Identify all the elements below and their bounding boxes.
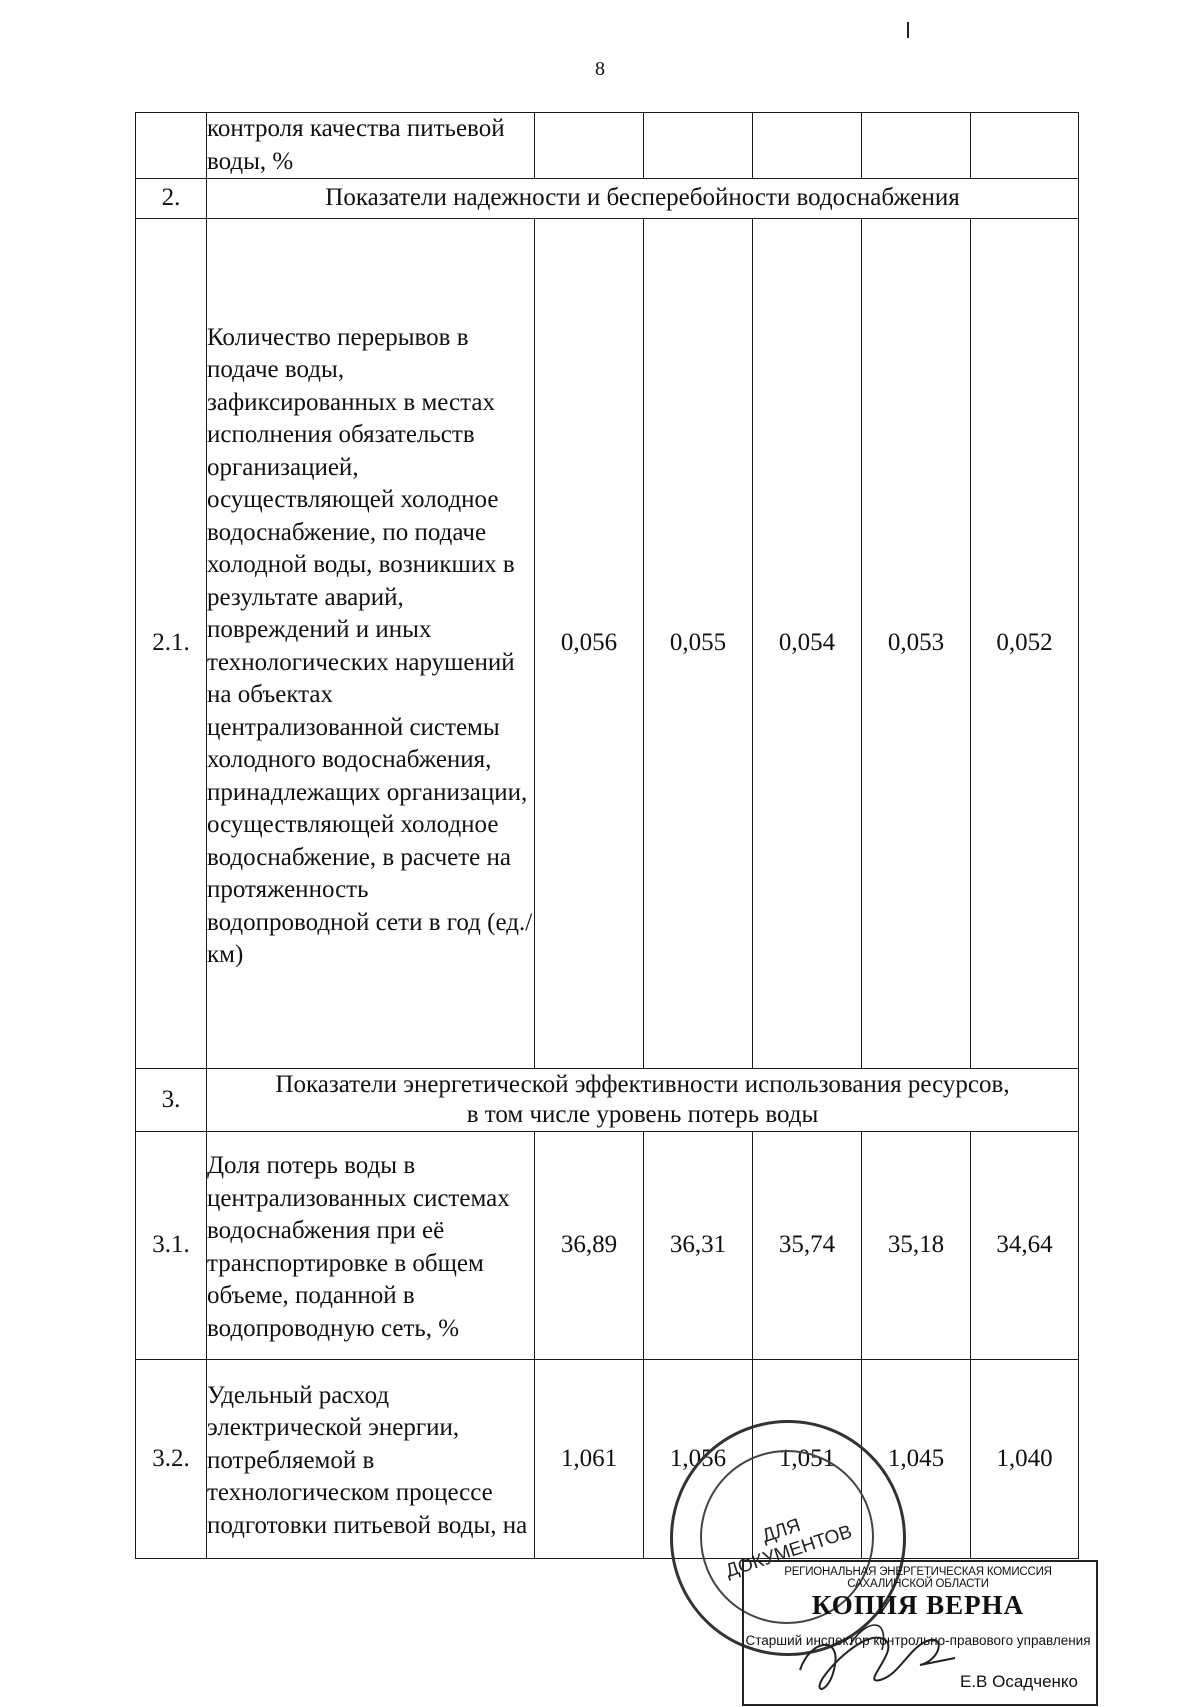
value-cell: 1,051 [753, 1360, 862, 1559]
stamp-name: Е.В Осадченко [960, 1672, 1079, 1691]
value-cell: 35,74 [753, 1132, 862, 1360]
stamp-title: КОПИЯ ВЕРНА [811, 1590, 1025, 1620]
section-row [136, 1069, 1079, 1132]
value-cell: 36,31 [644, 1132, 753, 1360]
row-number [136, 113, 207, 179]
value-cell: 36,89 [535, 1132, 644, 1360]
row-number: 2.1. [136, 219, 207, 1069]
row-description: Доля потерь воды в централизованных системах водоснабжения при её транспортировке в общем объеме, поданной в водопроводную сеть, % [207, 1132, 535, 1360]
value-cell [971, 113, 1079, 179]
indicators-table [135, 112, 1079, 1559]
row-description: Количество перерывов в подаче воды, зафиксированных в местах исполнения обязательств организацией, осуществляющей холодное водоснабжение, по подаче холодной воды, возникших в результате аварий, повреждений и иных технологических нарушений на объектах централизованной системы холодного водоснабжения, принадлежащих организации, осуществляющей холодное водоснабжение, в расчете на протяженность водопроводной сети в год (ед./км) [207, 219, 535, 1069]
value-cell: 0,053 [862, 219, 971, 1069]
table-row [136, 113, 1079, 179]
scan-mark [907, 22, 909, 38]
value-cell: 35,18 [862, 1132, 971, 1360]
page-number: 8 [595, 58, 605, 80]
section-row [136, 179, 1079, 219]
section-title [207, 1069, 1079, 1132]
stamp-organization: РЕГИОНАЛЬНАЯ ЭНЕРГЕТИЧЕСКАЯ КОМИССИЯ САХАЛИНСКОЙ ОБЛАСТИ [784, 1566, 1052, 1590]
value-cell: 1,045 [862, 1360, 971, 1559]
value-cell: 0,056 [535, 219, 644, 1069]
value-cell [862, 113, 971, 179]
table-row [136, 1132, 1079, 1360]
section-number: 2. [136, 179, 207, 219]
row-description: Удельный расход электрической энергии, потребляемой в технологическом процессе подготовки питьевой воды, на [207, 1360, 535, 1559]
value-cell [644, 113, 753, 179]
value-cell: 1,056 [644, 1360, 753, 1559]
value-cell [753, 113, 862, 179]
value-cell: 1,061 [535, 1360, 644, 1559]
table-row [136, 219, 1079, 1069]
stamp-position: Старший инспектор контрольно-правового управления [745, 1633, 1091, 1648]
section-title: Показатели надежности и бесперебойности водоснабжения [207, 179, 1079, 219]
section-number: 3. [136, 1069, 207, 1132]
row-number: 3.2. [136, 1360, 207, 1559]
value-cell: 0,055 [644, 219, 753, 1069]
value-cell: 0,052 [971, 219, 1079, 1069]
handwritten-signature [790, 1610, 960, 1700]
value-cell: 1,040 [971, 1360, 1079, 1559]
value-cell: 0,054 [753, 219, 862, 1069]
value-cell [535, 113, 644, 179]
row-number: 3.1. [136, 1132, 207, 1360]
value-cell: 34,64 [971, 1132, 1079, 1360]
table-row [136, 1360, 1079, 1559]
row-description: контроля качества питьевой воды, % [207, 113, 535, 179]
section-title-line: в том числе уровень потерь воды [466, 1101, 819, 1128]
section-title-line: Показатели энергетической эффективности использования ресурсов, [275, 1071, 1010, 1098]
round-seal-text: ДЛЯ ДОКУМЕНТОВ [723, 1515, 855, 1583]
